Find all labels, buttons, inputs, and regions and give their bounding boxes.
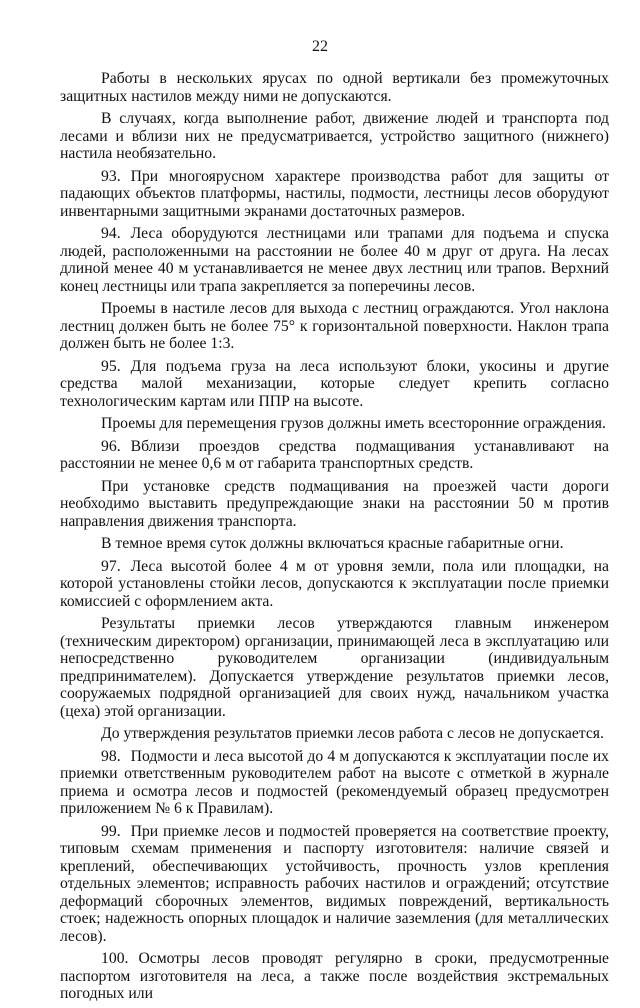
paragraph-text: Проемы в настиле лесов для выхода с лестниц ограждаются. Угол наклона лестниц должен быть не более 75° к горизонтальной поверхности. Наклон трапа должен быть не более 1:3. [60, 300, 609, 352]
paragraph-text: Вблизи проездов средства подмащивания устанавливают на расстоянии не менее 0,6 м от габарита транспортных средств. [60, 437, 609, 472]
paragraph [60, 478, 609, 531]
paragraph-number: 100. [101, 950, 129, 967]
paragraph-number: 99. [101, 822, 121, 840]
paragraph [60, 823, 609, 946]
paragraph-text: При приемке лесов и подмостей проверяется на соответствие проекту, типовым схемам применения и паспорту изготовителя: наличие связей и креплений, обеспечивающих устойчивость, прочность узлов крепления отдельных элементов; исправность рабочих настилов и ограждений; отсутствие деформаций сборочных элементов, видимых повреждений, вертикальность стоек; надежность опорных площадок и наличие заземления (для металлических лесов). [60, 822, 609, 945]
paragraph-text: Леса высотой более 4 м от уровня земли, пола или площадки, на которой установлены стойки лесов, допускаются к эксплуатации после приемки комиссией с оформлением акта. [60, 557, 609, 610]
paragraph-number: 93. [101, 167, 121, 185]
paragraph-number: 94. [101, 225, 121, 242]
paragraph [60, 748, 609, 818]
paragraph-number: 96. [101, 437, 121, 455]
paragraph [60, 225, 609, 295]
paragraph [60, 535, 609, 553]
paragraph-number: 98. [101, 747, 121, 765]
paragraph-number: 97. [101, 557, 121, 575]
paragraph [60, 615, 609, 720]
paragraph [60, 438, 609, 473]
paragraph [60, 950, 609, 1003]
paragraph-text: Подмости и леса высотой до 4 м допускаются к эксплуатации после их приемки ответственным руководителем работ на высоте с отметкой в журнале приема и осмотра лесов и подмостей (рекомендуемый образец предусмотрен приложением № 6 к Правилам). [60, 747, 609, 817]
paragraph-text: Осмотры лесов проводят регулярно в сроки, предусмотренные паспортом изготовителя на леса, а также после воздействия экстремальных погодных или [60, 950, 609, 1002]
paragraph [60, 725, 609, 743]
paragraph [60, 558, 609, 611]
paragraph [60, 168, 609, 221]
paragraph-text: Проемы для перемещения грузов должны иметь всесторонние ограждения. [101, 415, 606, 432]
page-number: 22 [312, 38, 328, 55]
paragraph-text: Работы в нескольких ярусах по одной вертикали без промежуточных защитных настилов между ними не допускаются. [60, 70, 609, 105]
paragraph-number: 95. [101, 357, 121, 375]
paragraph-text: Леса оборудуются лестницами или трапами для подъема и спуска людей, расположенными на расстоянии не более 40 м друг от друга. На лесах длиной менее 40 м устанавливается не менее двух лестниц или трапов. Верхний конец лестницы или трапа закрепляется за поперечины лесов. [60, 225, 609, 295]
document-body [60, 70, 609, 1008]
paragraph-text: При многоярусном характере производства работ для защиты от падающих объектов платформы, настилы, подмости, лестницы лесов оборудуют инвентарными защитными экранами достаточных размеров. [60, 167, 609, 220]
paragraph-text: Результаты приемки лесов утверждаются главным инженером (техническим директором) организации, принимающей леса в эксплуатацию или непосредственно руководителем организации (индивидуальным предпринимателем). Допускается утверждение результатов приемки лесов, сооружаемых подрядной организацией для своих нужд, начальником участка (цеха) этой организации. [60, 615, 609, 720]
paragraph-text: Для подъема груза на леса используют блоки, укосины и другие средства малой механизации, которые следует крепить согласно технологическим картам или ППР на высоте. [60, 357, 609, 410]
paragraph [60, 70, 609, 105]
paragraph [60, 415, 609, 433]
paragraph-text: В темное время суток должны включаться красные габаритные огни. [101, 535, 564, 552]
paragraph-text: До утверждения результатов приемки лесов работа с лесов не допускается. [101, 725, 604, 742]
paragraph-text: При установке средств подмащивания на проезжей части дороги необходимо выставить предупреждающие знаки на расстоянии 50 м против направления движения транспорта. [60, 477, 609, 530]
paragraph-text: В случаях, когда выполнение работ, движение людей и транспорта под лесами и вблизи них не предусматривается, устройство защитного (нижнего) настила необязательно. [60, 110, 609, 162]
paragraph [60, 110, 609, 163]
paragraph [60, 358, 609, 411]
paragraph [60, 300, 609, 353]
